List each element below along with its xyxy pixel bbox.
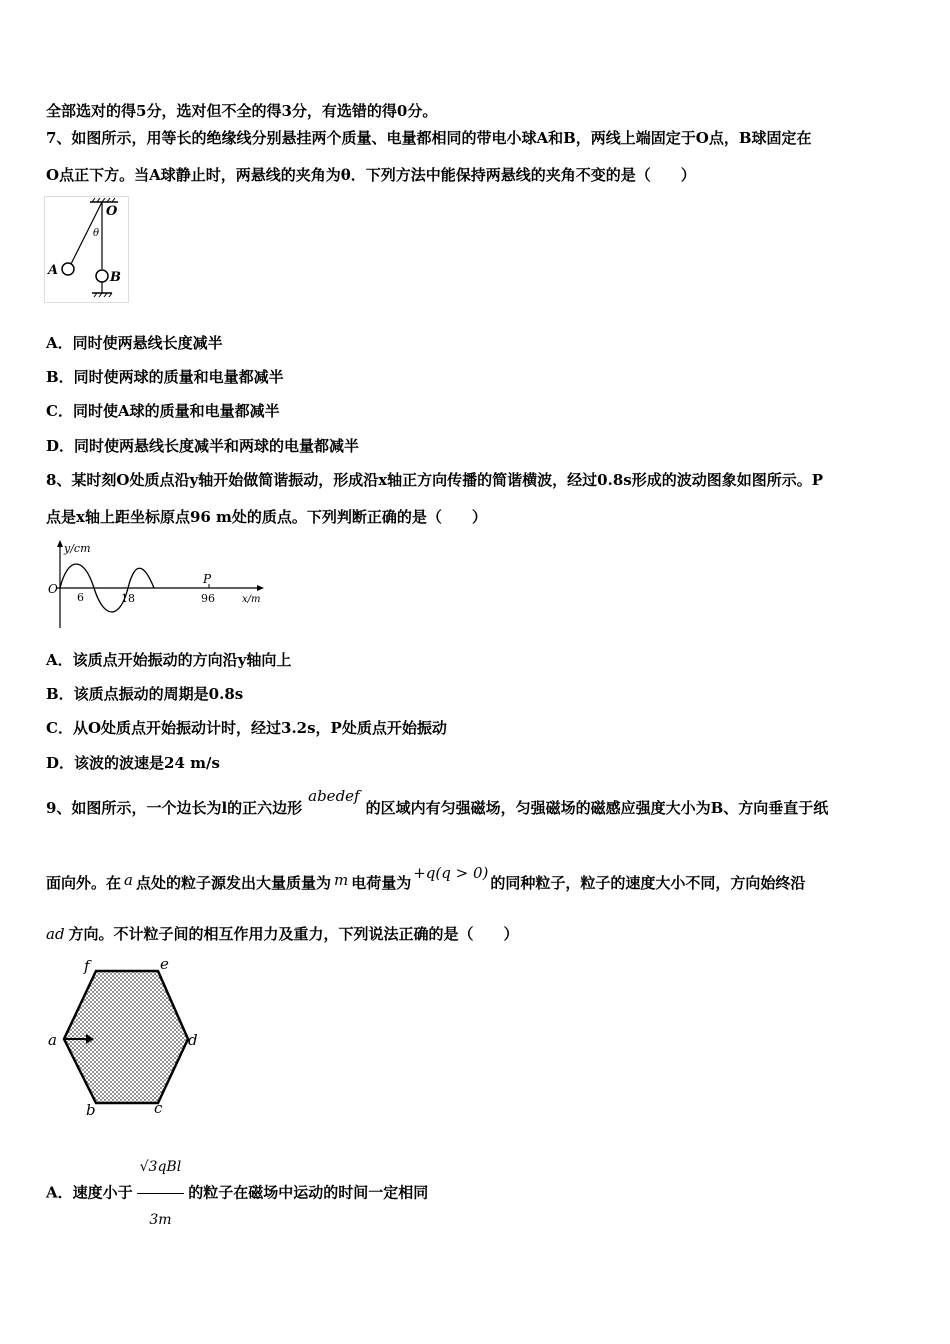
q7-label-a: A xyxy=(48,263,59,278)
q9-ad-symbol: ad xyxy=(46,925,65,943)
q9-label-b: b xyxy=(86,1101,96,1119)
q9-line3-text: 方向。不计粒子间的相互作用力及重力，下列说法正确的是（ ） xyxy=(68,925,519,943)
q9-option-a xyxy=(46,1142,428,1245)
q8-option-d: D．该波的波速是24 m/s xyxy=(46,754,220,772)
q8-option-b: B．该质点振动的周期是0.8s xyxy=(46,685,244,703)
q9-line2 xyxy=(46,864,806,893)
q8-wave-figure xyxy=(46,538,268,630)
q9-line1-text-a: 9、如图所示，一个边长为l的正六边形 xyxy=(46,799,303,817)
q7-option-a: A．同时使两悬线长度减半 xyxy=(46,334,223,352)
q7-label-theta: θ xyxy=(93,228,100,239)
q7-line1: 7、如图所示，用等长的绝缘线分别悬挂两个质量、电量都相同的带电小球A和B，两线上端固定于O点，B球固定在 xyxy=(46,129,812,147)
q7-ball-b xyxy=(96,270,108,282)
q8-tick-96: 96 xyxy=(201,592,215,605)
q9-option-a-text-a: A．速度小于 xyxy=(46,1183,133,1202)
q7-line2: O点正下方。当A球静止时，两悬线的夹角为θ．下列方法中能保持两悬线的夹角不变的是（ ） xyxy=(46,166,696,184)
q9-label-d: d xyxy=(188,1031,198,1049)
q9-speed-fraction xyxy=(137,1142,185,1245)
q9-line1-text-b: 的区域内有匀强磁场，匀强磁场的磁感应强度大小为B、方向垂直于纸 xyxy=(365,799,829,817)
q8-label-x: x/m xyxy=(242,594,261,605)
q8-label-y: y/cm xyxy=(64,542,91,555)
q7-label-b: B xyxy=(110,270,121,285)
q9-line2-text-b: 点处的粒子源发出大量质量为 xyxy=(135,874,331,892)
q9-label-c: c xyxy=(154,1099,163,1117)
q9-line2-text-c: 电荷量为 xyxy=(351,874,412,892)
q7-option-c: C．同时使A球的质量和电量都减半 xyxy=(46,402,280,420)
q9-line1 xyxy=(46,787,829,818)
q9-label-f: f xyxy=(84,957,90,975)
q9-m-symbol: m xyxy=(333,871,349,889)
q8-option-a: A．该质点开始振动的方向沿y轴向上 xyxy=(46,651,292,669)
q9-option-a-text-b: 的粒子在磁场中运动的时间一定相同 xyxy=(188,1183,429,1202)
intro-text: 全部选对的得5分，选对但不全的得3分，有选错的得0分。 xyxy=(46,102,438,120)
q7-option-b: B．同时使两球的质量和电量都减半 xyxy=(46,368,284,386)
q7-label-o: O xyxy=(106,204,118,219)
q9-hex-name: abedef xyxy=(308,787,360,805)
q7-ball-a xyxy=(62,263,74,275)
q8-label-o: O xyxy=(48,582,58,596)
q8-option-c: C．从O处质点开始振动计时，经过3.2s，P处质点开始振动 xyxy=(46,719,447,737)
q8-tick-6: 6 xyxy=(77,591,84,604)
q9-line2-text-d: 的同种粒子，粒子的速度大小不同，方向始终沿 xyxy=(490,874,806,892)
q8-line1: 8、某时刻O处质点沿y轴开始做简谐振动，形成沿x轴正方向传播的简谐横波，经过0.8s形成的波动图象如图所示。P xyxy=(46,471,823,489)
q9-label-e: e xyxy=(160,955,169,973)
q8-label-p: P xyxy=(203,572,212,586)
q9-a-symbol: a xyxy=(124,871,133,889)
q8-line2: 点是x轴上距坐标原点96 m处的质点。下列判断正确的是（ ） xyxy=(46,508,487,526)
q9-line2-text-a: 面向外。在 xyxy=(46,874,122,892)
q9-charge-expr: +q(q > 0) xyxy=(413,864,489,882)
q9-fraction-denominator: 3m xyxy=(149,1212,172,1228)
q9-fraction-numerator: √3qBl xyxy=(137,1142,185,1194)
q9-hexagon-figure xyxy=(44,955,204,1120)
q7-figure xyxy=(44,196,130,304)
q9-hexagon xyxy=(64,971,188,1103)
q7-option-d: D．同时使两悬线长度减半和两球的电量都减半 xyxy=(46,437,360,455)
q8-tick-18: 18 xyxy=(121,592,135,605)
q9-label-a: a xyxy=(48,1031,57,1049)
q9-line3 xyxy=(46,924,519,944)
